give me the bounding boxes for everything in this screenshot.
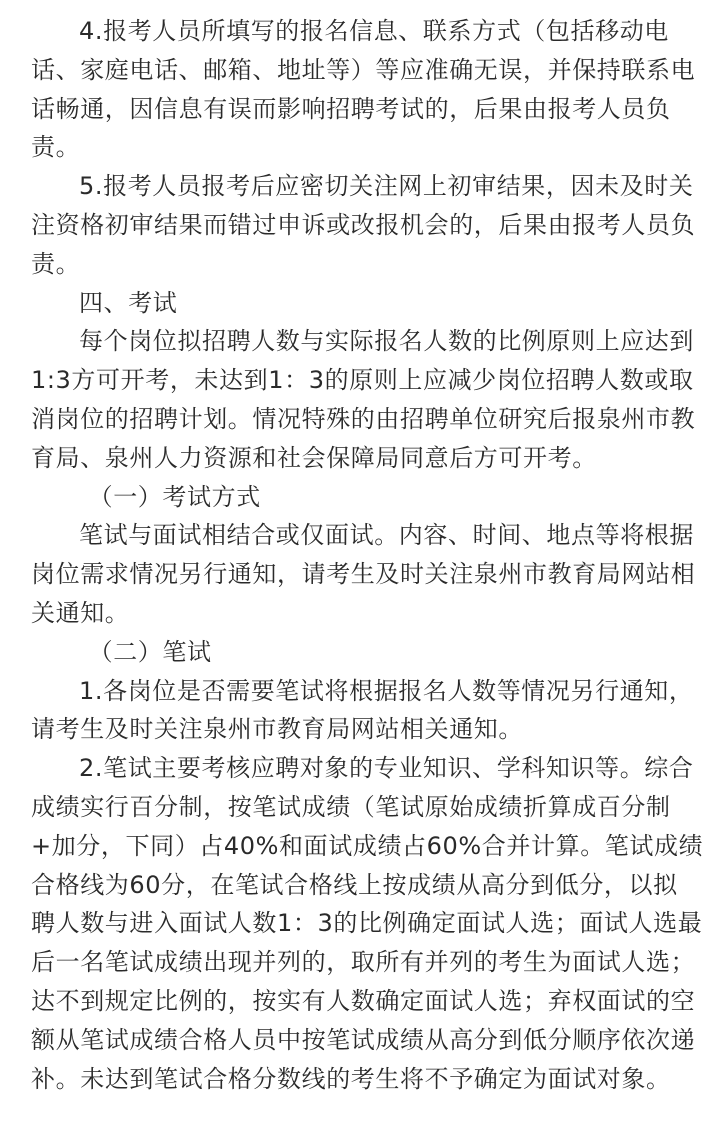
text-line: 话、家庭电话、邮箱、地址等）等应准确无误，并保持联系电 bbox=[31, 55, 696, 84]
paragraph-exam-method bbox=[31, 516, 697, 632]
text-line: 1.各岗位是否需要笔试将根据报名人数等情况另行通知， bbox=[79, 676, 694, 705]
text-line: 4.报考人员所填写的报名信息、联系方式（包括移动电 bbox=[79, 17, 669, 45]
text-line: 达不到规定比例的，按实有人数确定面试人选；弃权面试的空 bbox=[31, 986, 696, 1015]
heading-text: （一）考试方式 bbox=[88, 482, 261, 511]
text-line: +加分，下同）占40%和面试成绩占60%合并计算。笔试成绩 bbox=[31, 831, 704, 860]
subheading-written-test bbox=[31, 633, 697, 672]
text-line: 消岗位的招聘计划。情况特殊的由招聘单位研究后报泉州市教 bbox=[31, 404, 696, 433]
text-line: 岗位需求情况另行通知，请考生及时关注泉州市教育局网站相 bbox=[31, 560, 696, 589]
paragraph-item-5 bbox=[31, 167, 697, 283]
paragraph-item-4 bbox=[31, 12, 697, 167]
heading-text: 四、考试 bbox=[79, 288, 178, 317]
text-line: 笔试与面试相结合或仅面试。内容、时间、地点等将根据 bbox=[79, 521, 694, 550]
text-line: 请考生及时关注泉州市教育局网站相关通知。 bbox=[31, 715, 523, 744]
text-line: 后一名笔试成绩出现并列的，取所有并列的考生为面试人选； bbox=[31, 948, 696, 977]
text-line: 成绩实行百分制，按笔试成绩（笔试原始成绩折算成百分制 bbox=[31, 792, 671, 821]
subheading-exam-method bbox=[31, 478, 697, 517]
paragraph-exam-ratio bbox=[31, 322, 697, 477]
paragraph-written-1 bbox=[31, 672, 697, 750]
text-line: 责。 bbox=[31, 249, 81, 278]
section-heading-exam bbox=[31, 284, 697, 323]
text-line: 补。未达到笔试合格分数线的考生将不予确定为面试对象。 bbox=[31, 1064, 671, 1093]
text-line: 5.报考人员报考后应密切关注网上初审结果，因未及时关 bbox=[79, 172, 694, 201]
text-line: 2.笔试主要考核应聘对象的专业知识、学科知识等。综合 bbox=[79, 754, 694, 783]
text-line: 话畅通，因信息有误而影响招聘考试的，后果由报考人员负 bbox=[31, 94, 671, 123]
text-line: 聘人数与进入面试人数1：3的比例确定面试人选；面试人选最 bbox=[31, 909, 703, 938]
text-line: 注资格初审结果而错过申诉或改报机会的，后果由报考人员负 bbox=[31, 210, 696, 239]
text-line: 额从笔试成绩合格人员中按笔试成绩从高分到低分顺序依次递 bbox=[31, 1025, 696, 1054]
text-line: 1:3方可开考，未达到1：3的原则上应减少岗位招聘人数或取 bbox=[31, 366, 694, 395]
text-line: 合格线为60分，在笔试合格线上按成绩从高分到低分，以拟 bbox=[31, 870, 678, 899]
text-line: 责。 bbox=[31, 133, 81, 162]
heading-text: （二）笔试 bbox=[88, 637, 212, 666]
text-line: 关通知。 bbox=[31, 598, 130, 627]
paragraph-written-2 bbox=[31, 749, 704, 1098]
text-line: 每个岗位拟招聘人数与实际报名人数的比例原则上应达到 bbox=[79, 327, 694, 356]
text-line: 育局、泉州人力资源和社会保障局同意后方可开考。 bbox=[31, 443, 597, 472]
